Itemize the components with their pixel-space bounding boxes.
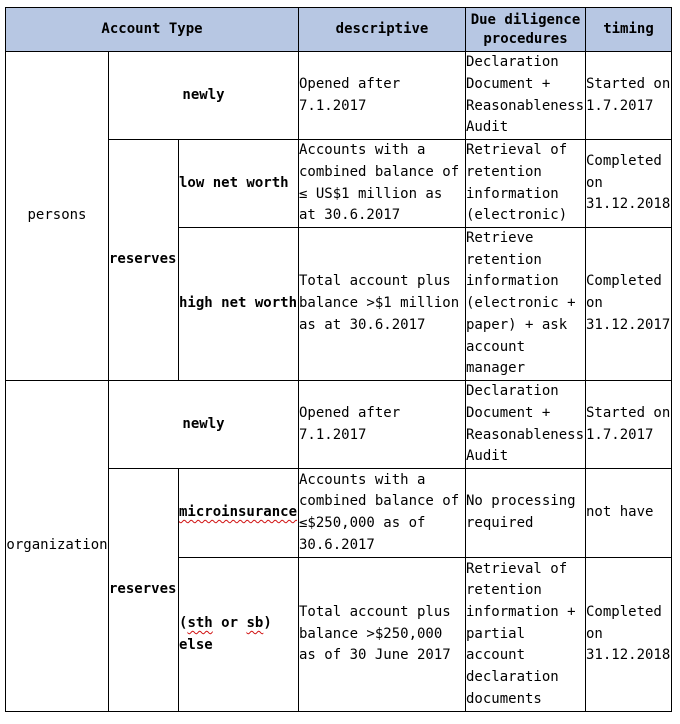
persons-label: persons	[6, 52, 109, 381]
organization-newly-due-diligence: Declaration Document + Reasonableness Audit	[466, 381, 586, 469]
high-net-worth-descriptive: Total account plus balance >$1 million as at 30.6.2017	[299, 228, 466, 381]
header-row	[6, 8, 672, 52]
low-net-worth-label: low net worth	[179, 140, 299, 228]
organization-newly-row	[6, 381, 672, 469]
else-due-diligence: Retrieval of retention information + partial account declaration documents	[466, 558, 586, 712]
organization-reserves-label: reserves	[109, 469, 179, 712]
else-descriptive: Total account plus balance >$250,000 as of 30 June 2017	[299, 558, 466, 712]
low-net-worth-due-diligence: Retrieval of retention information (electronic)	[466, 140, 586, 228]
high-net-worth-timing: Completed on 31.12.2017	[586, 228, 672, 381]
microinsurance-label: microinsurance	[179, 504, 298, 521]
else-label-close: )	[263, 614, 272, 631]
persons-newly-timing: Started on 1.7.2017	[586, 52, 672, 140]
else-label-open: (	[179, 614, 188, 631]
header-timing: timing	[586, 8, 672, 52]
persons-newly-row	[6, 52, 672, 140]
else-label-cell	[179, 558, 299, 712]
organization-newly-timing: Started on 1.7.2017	[586, 381, 672, 469]
microinsurance-timing: not have	[586, 469, 672, 558]
persons-newly-descriptive: Opened after 7.1.2017	[299, 52, 466, 140]
else-timing: Completed on 31.12.2018	[586, 558, 672, 712]
account-due-diligence-table	[5, 7, 672, 712]
else-label-sth: sth	[187, 614, 213, 631]
else-label-sb: sb	[246, 614, 264, 631]
organization-newly-descriptive: Opened after 7.1.2017	[299, 381, 466, 469]
header-descriptive: descriptive	[299, 8, 466, 52]
persons-newly-label: newly	[109, 52, 299, 140]
microinsurance-cell	[179, 469, 299, 558]
organization-newly-label: newly	[109, 381, 299, 469]
else-label-else: else	[179, 636, 213, 653]
header-due-diligence: Due diligence procedures	[466, 8, 586, 52]
organization-label: organization	[6, 381, 109, 712]
high-net-worth-due-diligence: Retrieve retention information (electronic + paper) + ask account manager	[466, 228, 586, 381]
low-net-worth-timing: Completed on 31.12.2018	[586, 140, 672, 228]
else-label-or: or	[212, 614, 247, 631]
high-net-worth-label: high net worth	[179, 228, 299, 381]
microinsurance-descriptive: Accounts with a combined balance of ≤$250,000 as of 30.6.2017	[299, 469, 466, 558]
persons-reserves-label: reserves	[109, 140, 179, 381]
microinsurance-due-diligence: No processing required	[466, 469, 586, 558]
low-net-worth-descriptive: Accounts with a combined balance of ≤ US$1 million as at 30.6.2017	[299, 140, 466, 228]
header-account-type: Account Type	[6, 8, 299, 52]
persons-newly-due-diligence: Declaration Document + Reasonableness Audit	[466, 52, 586, 140]
